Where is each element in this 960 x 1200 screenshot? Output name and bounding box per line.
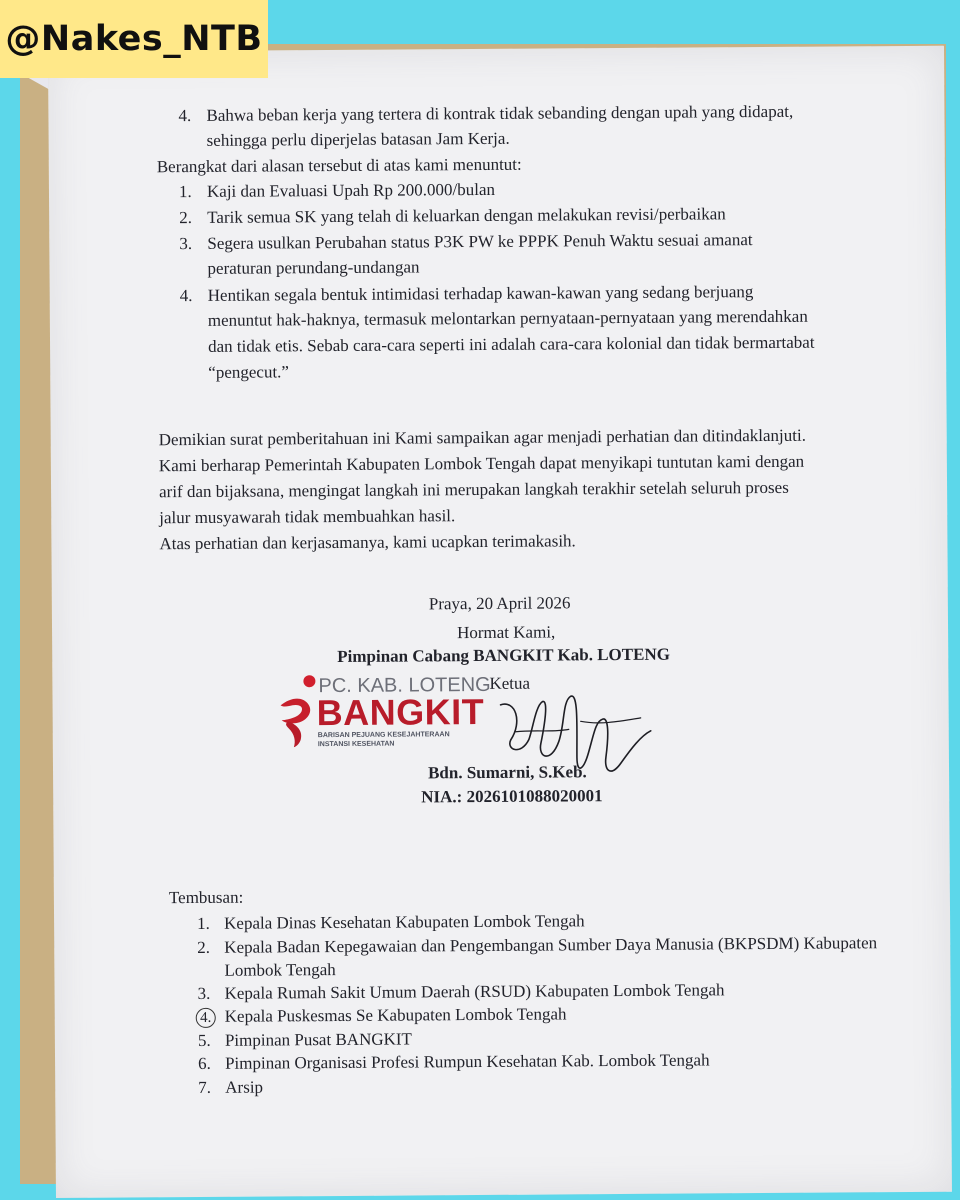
logo-subtitle: INSTANSI KESEHATAN bbox=[317, 740, 395, 749]
logo-branch-text: PC. KAB. LOTENG bbox=[318, 673, 491, 698]
signatory-nia: NIA.: 2026101088020001 bbox=[421, 786, 603, 807]
demand-intro: Berangkat dari alasan tersebut di atas kami menuntut: bbox=[156, 154, 522, 177]
demand-text: Segera usulkan Perubahan status P3K PW ke PPPK Penuh Waktu sesuai amanat bbox=[207, 230, 753, 253]
closing-text: jalur musyawarah tidak membuahkan hasil. bbox=[159, 506, 456, 528]
demand-text: Tarik semua SK yang telah di keluarkan dengan melakukan revisi/perbaikan bbox=[207, 204, 726, 227]
place-date: Praya, 20 April 2026 bbox=[428, 593, 571, 614]
organization-name: Pimpinan Cabang BANGKIT Kab. LOTENG bbox=[337, 644, 670, 666]
cc-title: Tembusan: bbox=[168, 887, 244, 908]
demand-number: 2. bbox=[179, 207, 192, 228]
cc-item: Kepala Puskesmas Se Kabupaten Lombok Tengah bbox=[224, 1004, 567, 1026]
closing-text: Kami berharap Pemerintah Kabupaten Lombok Tengah dapat menyikapi tuntutan kami dengan bbox=[158, 451, 805, 476]
demand-number: 3. bbox=[179, 233, 193, 254]
bangkit-mark-icon bbox=[274, 677, 318, 747]
regards: Hormat Kami, bbox=[456, 622, 556, 643]
intro-item-line: Bahwa beban kerja yang tertera di kontrak tidak sebanding dengan upah yang didapat, bbox=[206, 101, 794, 125]
cc-item: Pimpinan Organisasi Profesi Rumpun Kesehatan Kab. Lombok Tengah bbox=[224, 1050, 710, 1073]
account-handle-badge bbox=[0, 0, 268, 78]
intro-item-line: sehingga perlu diperjelas batasan Jam Kerja. bbox=[206, 128, 510, 150]
demand-text: peraturan perundang-undangan bbox=[207, 257, 420, 278]
cc-number: 6. bbox=[197, 1053, 211, 1073]
cc-number: 7. bbox=[198, 1077, 212, 1097]
cc-item: Arsip bbox=[225, 1077, 264, 1097]
account-handle: @Nakes_NTB bbox=[5, 19, 263, 59]
demand-text: Hentikan segala bentuk intimidasi terhadap kawan-kawan yang sedang berjuang bbox=[207, 282, 754, 305]
cc-number: 4. bbox=[196, 1008, 216, 1028]
cc-number: 2. bbox=[197, 937, 211, 957]
logo-dot bbox=[303, 675, 315, 687]
demand-text: menuntut hak-haknya, termasuk melontarkan pernyataan-pernyataan yang merendahkan bbox=[207, 306, 808, 330]
letter-paper bbox=[48, 46, 952, 1198]
closing-text: arif dan bijaksana, mengingat langkah ini merupakan langkah terakhir setelah seluruh proses bbox=[159, 477, 789, 502]
cc-item: Pimpinan Pusat BANGKIT bbox=[224, 1029, 412, 1050]
closing-text: Atas perhatian dan kerjasamanya, kami ucapkan terimakasih. bbox=[159, 531, 576, 554]
demand-text: “pengecut.” bbox=[208, 362, 290, 382]
demand-number: 4. bbox=[179, 285, 193, 306]
logo-subtitle: BARISAN PEJUANG KESEJAHTERAAN bbox=[317, 731, 450, 740]
cc-number: 3. bbox=[197, 983, 211, 1003]
logo-brand-text: BANGKIT bbox=[316, 690, 485, 734]
cc-item: Kepala Rumah Sakit Umum Daerah (RSUD) Kabupaten Lombok Tengah bbox=[224, 980, 725, 1003]
closing-text: Demikian surat pemberitahuan ini Kami sampaikan agar menjadi perhatian dan ditindaklanjuti. bbox=[158, 425, 806, 450]
signatory-role: Ketua bbox=[489, 673, 531, 693]
cc-item: Kepala Badan Kepegawaian dan Pengembangan Sumber Daya Manusia (BKPSDM) Kabupaten bbox=[224, 933, 878, 957]
intro-item-number: 4. bbox=[178, 106, 192, 126]
demand-text: dan tidak etis. Sebab cara-cara seperti ini adalah cara-cara kolonial dan tidak bermartabat bbox=[207, 332, 815, 356]
cc-item: Kepala Dinas Kesehatan Kabupaten Lombok Tengah bbox=[224, 911, 585, 933]
cc-number: 1. bbox=[197, 913, 210, 933]
cc-item: Lombok Tengah bbox=[224, 960, 336, 980]
demand-text: Kaji dan Evaluasi Upah Rp 200.000/bulan bbox=[206, 179, 496, 201]
demand-number: 1. bbox=[178, 182, 192, 202]
signatory-name: Bdn. Sumarni, S.Keb. bbox=[427, 762, 587, 783]
cc-number: 5. bbox=[197, 1030, 211, 1050]
cc-number-circled bbox=[196, 1008, 216, 1028]
